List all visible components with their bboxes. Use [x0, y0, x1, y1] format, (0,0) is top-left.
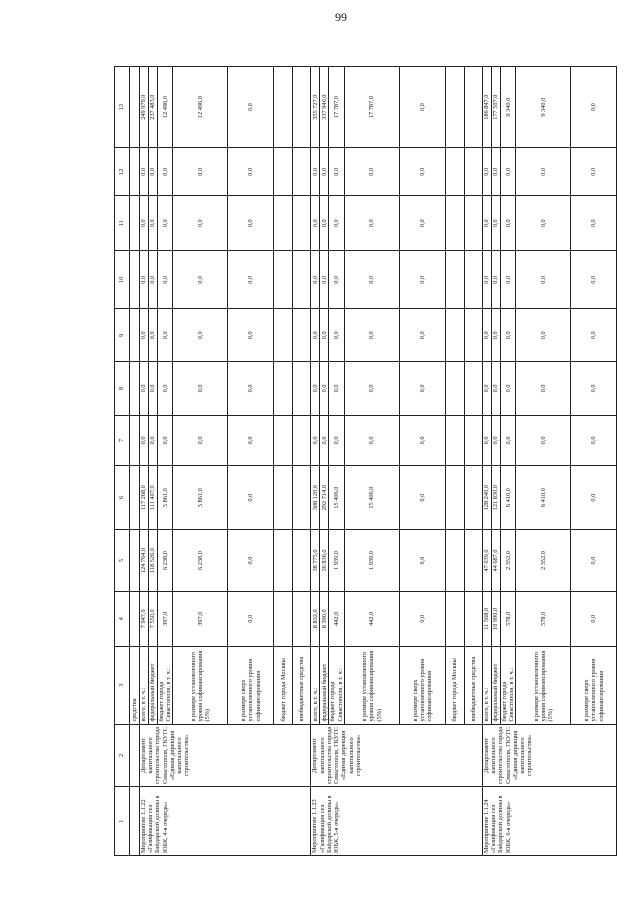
funding-source: в размере сверх установленного уровня софинансирования — [571, 646, 617, 724]
amount-cell — [445, 362, 464, 416]
amount-cell: 15 406,0 — [329, 466, 344, 530]
amount-cell: 12 496,0 — [173, 67, 228, 148]
amount-cell: 0,0 — [516, 148, 571, 196]
amount-cell — [464, 466, 482, 530]
column-number: 13 — [115, 67, 130, 148]
amount-cell: 17 787,0 — [344, 67, 399, 148]
amount-cell — [274, 309, 293, 362]
amount-cell: 0,0 — [228, 415, 274, 465]
amount-cell: 337 940,0 — [320, 67, 329, 148]
column-number: 11 — [115, 196, 130, 251]
amount-cell — [274, 591, 293, 646]
source-label: средства — [130, 646, 140, 724]
amount-cell: 118 526,0 — [149, 530, 158, 592]
amount-cell: 0,0 — [158, 148, 173, 196]
table-row — [482, 67, 491, 856]
funding-source: всего, в т. ч.: — [140, 646, 149, 724]
amount-cell — [464, 67, 482, 148]
amount-cell: 121 830,0 — [491, 466, 500, 530]
amount-cell — [464, 591, 482, 646]
amount-cell: 15 406,0 — [344, 466, 399, 530]
empty-cell — [130, 591, 140, 646]
amount-cell: 0,0 — [399, 530, 445, 592]
amount-cell: 0,0 — [344, 251, 399, 309]
amount-cell: 0,0 — [344, 309, 399, 362]
empty-cell — [130, 530, 140, 592]
measure-name: Мероприятие 1.1.23 «Газификация сел Байдарской долины в ЮБК, 5-я очередь» — [311, 787, 482, 856]
measure-name: Мероприятие 1.1.24 «Газификация сел Байдарской долины в ЮБК, 6-я очередь» — [482, 787, 616, 856]
amount-cell: 0,0 — [571, 530, 617, 592]
amount-cell — [293, 591, 311, 646]
amount-cell: 0,0 — [158, 362, 173, 416]
amount-cell: 0,0 — [399, 362, 445, 416]
amount-cell: 0,0 — [482, 251, 491, 309]
amount-cell: 355 727,0 — [311, 67, 320, 148]
amount-cell: 8 832,0 — [311, 591, 320, 646]
amount-cell: 0,0 — [344, 148, 399, 196]
amount-cell: 0,0 — [140, 362, 149, 416]
amount-cell: 0,0 — [500, 196, 515, 251]
amount-cell — [464, 415, 482, 465]
amount-cell: 0,0 — [571, 251, 617, 309]
amount-cell: 0,0 — [491, 251, 500, 309]
amount-cell: 38 775,0 — [311, 530, 320, 592]
empty-cell — [130, 309, 140, 362]
amount-cell — [464, 362, 482, 416]
amount-cell — [445, 196, 464, 251]
amount-cell: 0,0 — [158, 251, 173, 309]
amount-cell: 578,0 — [500, 591, 515, 646]
amount-cell: 0,0 — [311, 362, 320, 416]
amount-cell: 0,0 — [571, 466, 617, 530]
amount-cell: 5 861,0 — [158, 466, 173, 530]
amount-cell: 0,0 — [399, 251, 445, 309]
amount-cell — [464, 196, 482, 251]
amount-cell — [274, 362, 293, 416]
amount-cell: 0,0 — [173, 196, 228, 251]
amount-cell: 0,0 — [320, 415, 329, 465]
column-number: 1 — [115, 787, 130, 856]
amount-cell — [464, 530, 482, 592]
amount-cell: 9 340,0 — [500, 67, 515, 148]
amount-cell: 0,0 — [311, 196, 320, 251]
empty-cell — [130, 466, 140, 530]
amount-cell — [274, 415, 293, 465]
column-number: 10 — [115, 251, 130, 309]
amount-cell: 0,0 — [149, 415, 158, 465]
amount-cell: 0,0 — [311, 309, 320, 362]
amount-cell: 10 990,0 — [491, 591, 500, 646]
amount-cell: 0,0 — [482, 309, 491, 362]
amount-cell: 308 120,0 — [311, 466, 320, 530]
amount-cell: 0,0 — [140, 415, 149, 465]
amount-cell: 0,0 — [173, 251, 228, 309]
amount-cell — [293, 466, 311, 530]
funding-source: в размере установленного уровня софинансирования (5%) — [344, 646, 399, 724]
amount-cell — [274, 251, 293, 309]
amount-cell: 8 390,0 — [320, 591, 329, 646]
amount-cell: 0,0 — [228, 148, 274, 196]
responsible-executor: Департамент капитального строительства города Севастополя, ГКУГС «Единая дирекция капитального строительства» — [311, 724, 482, 787]
amount-cell: 0,0 — [482, 415, 491, 465]
responsible-executor: Департамент капитального строительства города Севастополя, ГКУГС «Единая дирекция капитального строительства» — [482, 724, 616, 787]
amount-cell — [445, 309, 464, 362]
empty-cell — [130, 724, 140, 787]
amount-cell: 0,0 — [320, 148, 329, 196]
amount-cell: 0,0 — [173, 415, 228, 465]
funding-source: в размере сверх установленного уровня софинансирования — [399, 646, 445, 724]
amount-cell: 0,0 — [516, 309, 571, 362]
funding-source: в размере установленного уровня софинансирования (5%) — [516, 646, 571, 724]
amount-cell: 0,0 — [500, 251, 515, 309]
amount-cell: 17 787,0 — [329, 67, 344, 148]
amount-cell: 0,0 — [571, 67, 617, 148]
amount-cell: 0,0 — [516, 362, 571, 416]
amount-cell — [445, 466, 464, 530]
responsible-executor: Департамент капитального строительства города Севастополя, ГКУГС «Единая дирекция капитального строительства» — [140, 724, 311, 787]
amount-cell: 0,0 — [491, 309, 500, 362]
amount-cell: 0,0 — [491, 415, 500, 465]
amount-cell: 0,0 — [173, 148, 228, 196]
amount-cell: 0,0 — [500, 309, 515, 362]
amount-cell: 0,0 — [491, 196, 500, 251]
amount-cell — [293, 530, 311, 592]
amount-cell: 0,0 — [149, 251, 158, 309]
amount-cell: 0,0 — [571, 196, 617, 251]
amount-cell: 0,0 — [158, 196, 173, 251]
empty-cell — [130, 196, 140, 251]
amount-cell — [445, 415, 464, 465]
table-row — [311, 67, 320, 856]
amount-cell — [464, 148, 482, 196]
amount-cell: 117 268,0 — [140, 466, 149, 530]
amount-cell: 0,0 — [320, 251, 329, 309]
table-row — [140, 67, 149, 856]
empty-cell — [130, 787, 140, 856]
amount-cell: 0,0 — [320, 309, 329, 362]
amount-cell: 0,0 — [500, 415, 515, 465]
amount-cell: 111 407,0 — [149, 466, 158, 530]
empty-cell — [130, 148, 140, 196]
amount-cell: 0,0 — [311, 148, 320, 196]
amount-cell — [293, 251, 311, 309]
amount-cell — [293, 196, 311, 251]
amount-cell — [445, 148, 464, 196]
column-number: 8 — [115, 362, 130, 416]
amount-cell: 0,0 — [228, 530, 274, 592]
amount-cell: 0,0 — [329, 415, 344, 465]
column-number-row — [115, 67, 130, 856]
amount-cell: 0,0 — [344, 362, 399, 416]
amount-cell: 0,0 — [482, 148, 491, 196]
funding-source: бюджет города Севастополя, в т. ч.: — [329, 646, 344, 724]
amount-cell: 0,0 — [516, 415, 571, 465]
amount-cell: 0,0 — [149, 196, 158, 251]
funding-source: бюджет города Севастополя, в т. ч.: — [158, 646, 173, 724]
amount-cell: 0,0 — [491, 362, 500, 416]
amount-cell: 0,0 — [500, 148, 515, 196]
amount-cell — [293, 148, 311, 196]
amount-cell: 0,0 — [228, 251, 274, 309]
page-number: 99 — [335, 10, 347, 24]
amount-cell: 0,0 — [329, 362, 344, 416]
amount-cell: 0,0 — [500, 362, 515, 416]
amount-cell: 47 039,0 — [482, 530, 491, 592]
amount-cell — [274, 148, 293, 196]
amount-cell: 0,0 — [320, 196, 329, 251]
amount-cell: 0,0 — [228, 466, 274, 530]
rotated-table-area — [114, 66, 605, 856]
amount-cell: 0,0 — [571, 415, 617, 465]
column-number: 3 — [115, 646, 130, 724]
amount-cell: 0,0 — [173, 362, 228, 416]
amount-cell: 0,0 — [149, 148, 158, 196]
amount-cell: 0,0 — [399, 466, 445, 530]
amount-cell: 0,0 — [149, 362, 158, 416]
amount-cell: 442,0 — [329, 591, 344, 646]
amount-cell: 44 687,0 — [491, 530, 500, 592]
amount-cell — [464, 251, 482, 309]
amount-cell: 0,0 — [482, 196, 491, 251]
funding-source: внебюджетные средства — [464, 646, 482, 724]
amount-cell: 0,0 — [344, 415, 399, 465]
amount-cell: 0,0 — [320, 362, 329, 416]
amount-cell: 0,0 — [516, 196, 571, 251]
amount-cell: 0,0 — [228, 67, 274, 148]
continuation-row — [130, 67, 140, 856]
column-number: 12 — [115, 148, 130, 196]
amount-cell: 0,0 — [311, 251, 320, 309]
amount-cell: 442,0 — [344, 591, 399, 646]
amount-cell: 0,0 — [491, 148, 500, 196]
amount-cell: 9 340,0 — [516, 67, 571, 148]
funding-source: в размере сверх установленного уровня софинансирования — [228, 646, 274, 724]
amount-cell: 1 939,0 — [344, 530, 399, 592]
amount-cell: 0,0 — [399, 67, 445, 148]
amount-cell: 0,0 — [158, 415, 173, 465]
funding-source: федеральный бюджет — [149, 646, 158, 724]
amount-cell: 6 410,0 — [500, 466, 515, 530]
amount-cell: 0,0 — [571, 591, 617, 646]
amount-cell — [445, 591, 464, 646]
table-rotator — [114, 66, 605, 856]
amount-cell: 0,0 — [571, 148, 617, 196]
funding-source: федеральный бюджет — [491, 646, 500, 724]
amount-cell: 0,0 — [329, 309, 344, 362]
amount-cell — [464, 309, 482, 362]
amount-cell: 186 847,0 — [482, 67, 491, 148]
amount-cell: 6 238,0 — [173, 530, 228, 592]
amount-cell: 5 861,0 — [173, 466, 228, 530]
empty-cell — [130, 362, 140, 416]
amount-cell: 0,0 — [329, 148, 344, 196]
empty-cell — [130, 251, 140, 309]
column-number: 4 — [115, 591, 130, 646]
amount-cell: 0,0 — [399, 196, 445, 251]
amount-cell — [274, 530, 293, 592]
amount-cell: 7 947,0 — [140, 591, 149, 646]
amount-cell — [293, 67, 311, 148]
amount-cell — [274, 466, 293, 530]
measure-name: Мероприятие 1.1.22 «Газификация сел Байдарской долины в ЮБК, 4-я очередь» — [140, 787, 311, 856]
amount-cell: 177 507,0 — [491, 67, 500, 148]
amount-cell: 0,0 — [140, 251, 149, 309]
amount-cell: 0,0 — [399, 415, 445, 465]
amount-cell — [293, 309, 311, 362]
amount-cell — [445, 251, 464, 309]
amount-cell: 397,0 — [158, 591, 173, 646]
amount-cell: 578,0 — [516, 591, 571, 646]
amount-cell: 128 240,0 — [482, 466, 491, 530]
amount-cell: 0,0 — [149, 309, 158, 362]
amount-cell: 0,0 — [482, 362, 491, 416]
amount-cell: 0,0 — [329, 196, 344, 251]
amount-cell — [293, 415, 311, 465]
amount-cell: 0,0 — [399, 148, 445, 196]
amount-cell: 0,0 — [228, 362, 274, 416]
amount-cell: 12 496,0 — [158, 67, 173, 148]
column-number: 7 — [115, 415, 130, 465]
amount-cell: 36 836,0 — [320, 530, 329, 592]
amount-cell: 0,0 — [228, 196, 274, 251]
amount-cell — [445, 530, 464, 592]
amount-cell: 1 939,0 — [329, 530, 344, 592]
amount-cell — [274, 196, 293, 251]
amount-cell: 6 238,0 — [158, 530, 173, 592]
amount-cell: 2 352,0 — [500, 530, 515, 592]
funding-source: федеральный бюджет — [320, 646, 329, 724]
funding-source: бюджет города Москвы — [274, 646, 293, 724]
amount-cell: 292 714,0 — [320, 466, 329, 530]
funding-source: бюджет города Москвы — [445, 646, 464, 724]
amount-cell: 0,0 — [399, 309, 445, 362]
amount-cell: 2 352,0 — [516, 530, 571, 592]
amount-cell: 0,0 — [140, 309, 149, 362]
amount-cell: 249 979,0 — [140, 67, 149, 148]
amount-cell: 0,0 — [571, 362, 617, 416]
amount-cell: 397,0 — [173, 591, 228, 646]
amount-cell: 11 568,0 — [482, 591, 491, 646]
column-number: 2 — [115, 724, 130, 787]
amount-cell: 0,0 — [571, 309, 617, 362]
amount-cell: 0,0 — [399, 591, 445, 646]
amount-cell: 6 410,0 — [516, 466, 571, 530]
funding-source: бюджет города Севастополя, в т. ч.: — [500, 646, 515, 724]
budget-table — [114, 66, 617, 856]
funding-source: внебюджетные средства — [293, 646, 311, 724]
empty-cell — [130, 67, 140, 148]
column-number: 9 — [115, 309, 130, 362]
funding-source: всего, в т. ч.: — [482, 646, 491, 724]
amount-cell: 124 764,0 — [140, 530, 149, 592]
amount-cell: 0,0 — [140, 196, 149, 251]
empty-cell — [130, 415, 140, 465]
amount-cell: 0,0 — [344, 196, 399, 251]
amount-cell — [293, 362, 311, 416]
amount-cell: 237 483,0 — [149, 67, 158, 148]
column-number: 6 — [115, 466, 130, 530]
funding-source: в размере установленного уровня софинансирования (5%) — [173, 646, 228, 724]
amount-cell: 0,0 — [173, 309, 228, 362]
amount-cell: 0,0 — [329, 251, 344, 309]
amount-cell: 0,0 — [140, 148, 149, 196]
amount-cell: 0,0 — [311, 415, 320, 465]
amount-cell — [274, 67, 293, 148]
funding-source: всего, в т. ч.: — [311, 646, 320, 724]
column-number: 5 — [115, 530, 130, 592]
amount-cell: 0,0 — [516, 251, 571, 309]
amount-cell: 0,0 — [228, 309, 274, 362]
amount-cell: 7 550,0 — [149, 591, 158, 646]
amount-cell: 0,0 — [228, 591, 274, 646]
amount-cell: 0,0 — [158, 309, 173, 362]
amount-cell — [445, 67, 464, 148]
